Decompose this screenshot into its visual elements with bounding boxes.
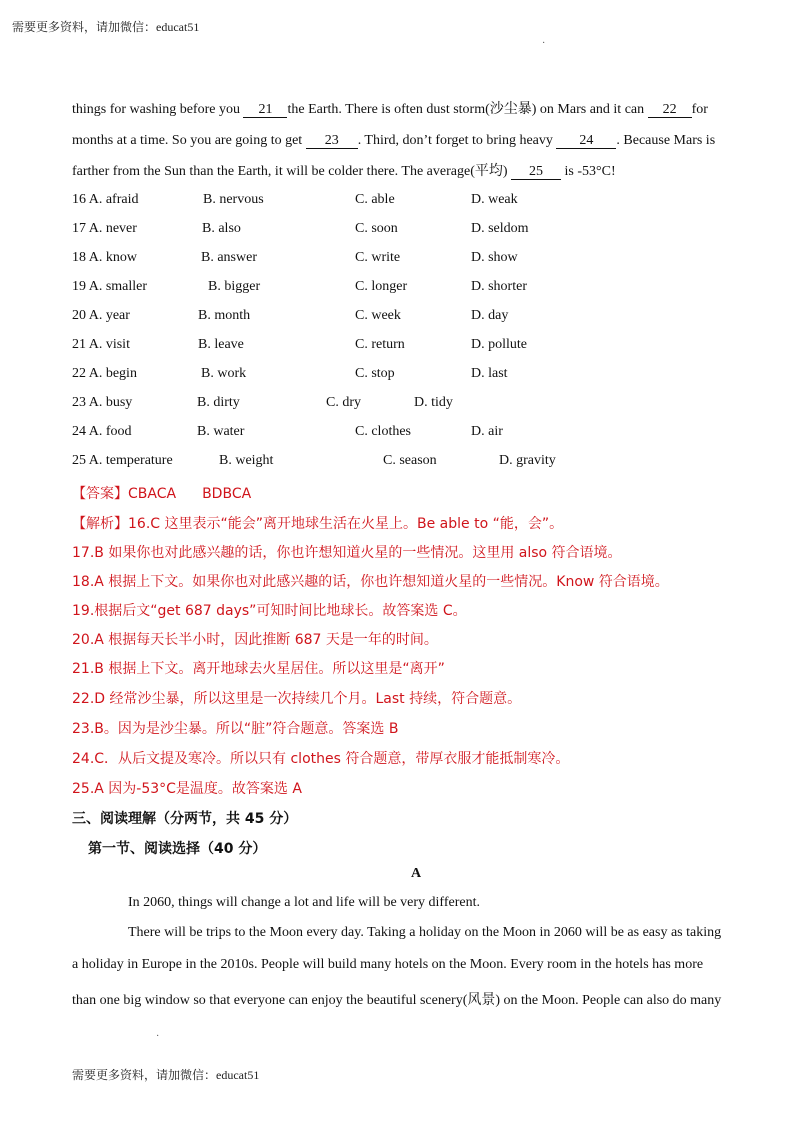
- option-row: 20 A. year B. month C. week D. day: [72, 308, 509, 323]
- page-mark: ·: [542, 38, 546, 49]
- cloze-line-2: months at a time. So you are going to get 23 . Third, don’t forget to bring heavy 24 . Because Mars is: [72, 133, 716, 148]
- footer-note: 需要更多资料，请加微信：educat51: [72, 1068, 260, 1082]
- subsection-title: 第一节、阅读选择（40 分）: [88, 841, 267, 857]
- blank-22: 22: [648, 102, 692, 118]
- explanation-line: 24.C．从后文提及寒冷。所以只有 clothes 符合题意，带厚衣服才能抵制寒冷。: [72, 751, 570, 767]
- explanation-line: 22.D 经常沙尘暴，所以这里是一次持续几个月。Last 持续，符合题意。: [72, 691, 522, 707]
- option-row: 25 A. temperature B. weight C. season D. gravity: [72, 453, 556, 468]
- cloze-line-1: things for washing before you 21 the Earth. There is often dust storm(沙尘暴) on Mars and it can 22 for: [72, 102, 708, 117]
- section-title: 三、阅读理解（分两节，共 45 分）: [72, 811, 298, 827]
- option-row: 21 A. visit B. leave C. return D. pollute: [72, 337, 527, 352]
- option-row: 19 A. smaller B. bigger C. longer D. shorter: [72, 279, 527, 294]
- explanation-line: 20.A 根据每天长半小时，因此推断 687 天是一年的时间。: [72, 632, 438, 648]
- explanation-line: 17.B 如果你也对此感兴趣的话，你也许想知道火星的一些情况。这里用 also 符合语境。: [72, 545, 622, 561]
- explanation-line: 23.B。因为是沙尘暴。所以“脏”符合题意。答案选 B: [72, 721, 399, 737]
- explanation-line: 19.根据后文“get 687 days”可知时间比地球长。故答案选 C。: [72, 603, 467, 619]
- passage-line: There will be trips to the Moon every day. Taking a holiday on the Moon in 2060 will be as easy as taking: [128, 925, 722, 940]
- option-row: 23 A. busy B. dirty C. dry D. tidy: [72, 395, 453, 410]
- explanation-line: 21.B 根据上下文。离开地球去火星居住。所以这里是“离开”: [72, 661, 445, 677]
- option-row: 22 A. begin B. work C. stop D. last: [72, 366, 508, 381]
- blank-21: 21: [243, 102, 287, 118]
- answer-key: 【答案】CBACA BDBCA: [72, 486, 252, 502]
- header-note: 需要更多资料，请加微信：educat51: [12, 20, 200, 34]
- passage-letter: A: [411, 866, 422, 881]
- option-row: 24 A. food B. water C. clothes D. air: [72, 424, 503, 439]
- explanation-line: 18.A 根据上下文。如果你也对此感兴趣的话，你也许想知道火星的一些情况。Know 符合语境。: [72, 574, 669, 590]
- explanation-line: 25.A 因为-53°C是温度。故答案选 A: [72, 781, 302, 797]
- blank-24: 24: [556, 133, 616, 149]
- explanation-line: 【解析】16.C 这里表示“能会”离开地球生活在火星上。Be able to “能，会”。: [72, 516, 564, 532]
- cloze-line-3: farther from the Sun than the Earth, it will be colder there. The average(平均) 25 is -53°C!: [72, 164, 616, 179]
- passage-line: In 2060, things will change a lot and life will be very different.: [128, 895, 480, 910]
- passage-line: a holiday in Europe in the 2010s. People will build many hotels on the Moon. Every room in the hotels has more: [72, 957, 704, 972]
- option-row: 16 A. afraid B. nervous C. able D. weak: [72, 192, 518, 207]
- option-row: 17 A. never B. also C. soon D. seldom: [72, 221, 529, 236]
- blank-25: 25: [511, 164, 561, 180]
- blank-23: 23: [306, 133, 358, 149]
- option-row: 18 A. know B. answer C. write D. show: [72, 250, 518, 265]
- page-mark: ·: [156, 1031, 160, 1042]
- passage-line: than one big window so that everyone can enjoy the beautiful scenery(风景) on the Moon. People can also do many: [72, 993, 722, 1008]
